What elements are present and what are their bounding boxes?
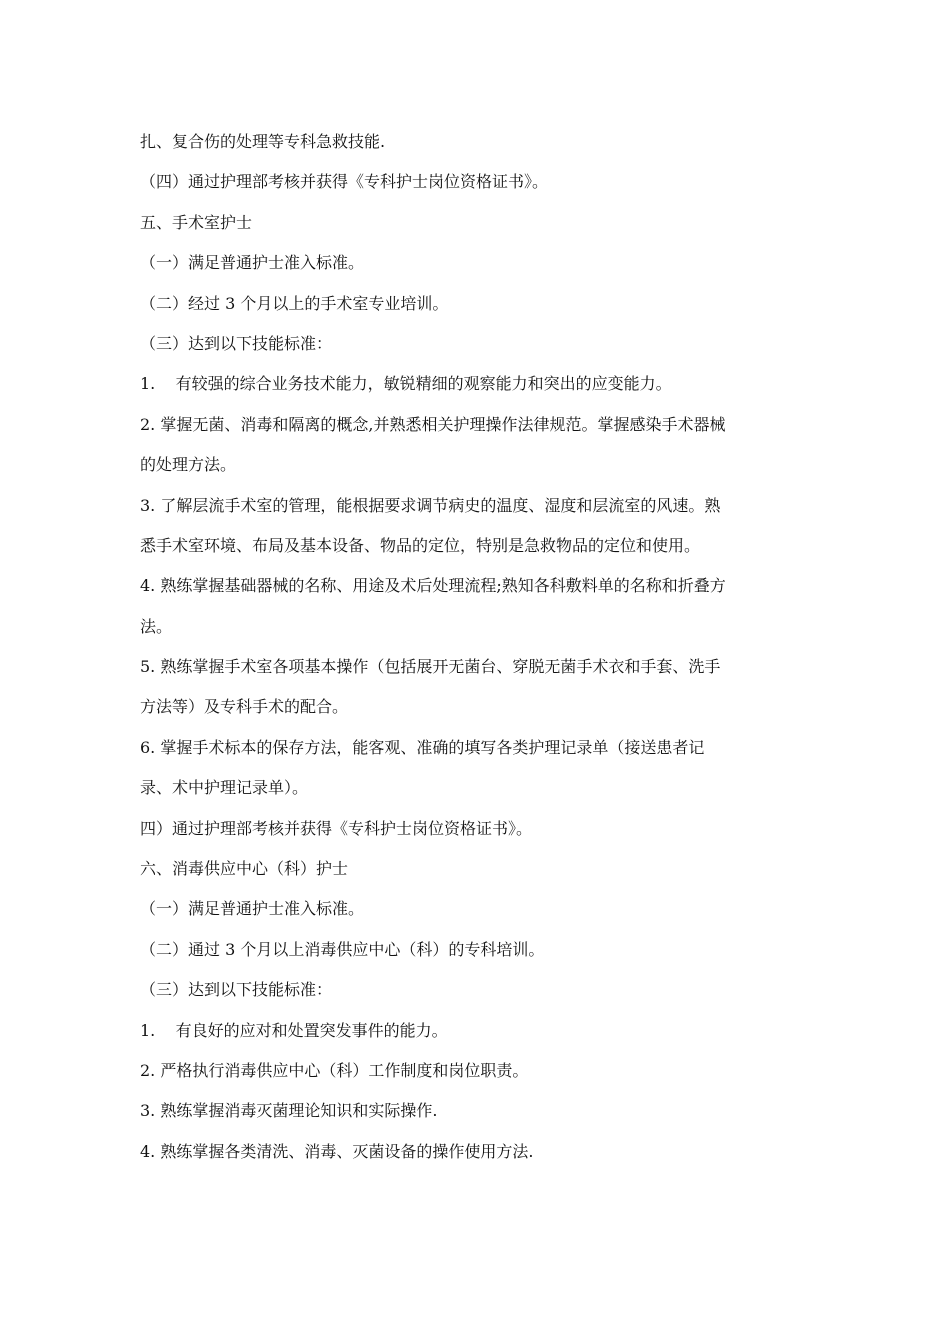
text-line: （三）达到以下技能标准： bbox=[140, 980, 333, 1000]
text-line: 扎、复合伤的处理等专科急救技能. bbox=[140, 132, 386, 151]
list-item: 1. 有较强的综合业务技术能力，敏锐精细的观察能力和突出的应变能力。 bbox=[140, 374, 672, 394]
list-item: 6. 掌握手术标本的保存方法，能客观、准确的填写各类护理记录单（接送患者记 bbox=[140, 737, 705, 757]
text-line: （二）通过 3 个月以上消毒供应中心（科）的专科培训。 bbox=[140, 939, 545, 959]
document-body bbox=[140, 122, 820, 1172]
text-line: 法。 bbox=[140, 616, 173, 636]
text-line: （一）满足普通护士准入标准。 bbox=[140, 899, 365, 919]
list-item: 4. 熟练掌握各类清洗、消毒、灭菌设备的操作使用方法. bbox=[140, 1141, 534, 1161]
list-item: 3. 熟练掌握消毒灭菌理论知识和实际操作. bbox=[140, 1101, 438, 1121]
text-line: （二）经过 3 个月以上的手术室专业培训。 bbox=[140, 293, 449, 313]
text-line: 方法等）及专科手术的配合。 bbox=[140, 697, 349, 717]
text-line: （三）达到以下技能标准： bbox=[140, 333, 333, 353]
text-line: 悉手术室环境、布局及基本设备、物品的定位，特别是急救物品的定位和使用。 bbox=[140, 535, 701, 555]
list-item: 3. 了解层流手术室的管理，能根据要求调节病史的温度、湿度和层流室的风速。熟 bbox=[140, 495, 721, 515]
list-item: 2. 掌握无菌、消毒和隔离的概念,并熟悉相关护理操作法律规范。掌握感染手术器械 bbox=[140, 414, 726, 434]
list-item: 2. 严格执行消毒供应中心（科）工作制度和岗位职责。 bbox=[140, 1060, 529, 1080]
list-item: 4. 熟练掌握基础器械的名称、用途及术后处理流程;熟知各科敷料单的名称和折叠方 bbox=[140, 576, 726, 596]
text-line: 录、术中护理记录单）。 bbox=[140, 778, 309, 798]
text-line: （一）满足普通护士准入标准。 bbox=[140, 253, 365, 273]
list-item: 1. 有良好的应对和处置突发事件的能力。 bbox=[140, 1020, 448, 1040]
list-item: 5. 熟练掌握手术室各项基本操作（包括展开无菌台、穿脱无菌手术衣和手套、洗手 bbox=[140, 657, 721, 677]
section-heading: 六、消毒供应中心（科）护士 bbox=[140, 859, 349, 879]
text-line: 四）通过护理部考核并获得《专科护士岗位资格证书》。 bbox=[140, 818, 533, 838]
text-line: 的处理方法。 bbox=[140, 455, 237, 475]
section-heading: 五、手术室护士 bbox=[140, 212, 253, 232]
text-line: （四）通过护理部考核并获得《专科护士岗位资格证书》。 bbox=[140, 172, 549, 192]
